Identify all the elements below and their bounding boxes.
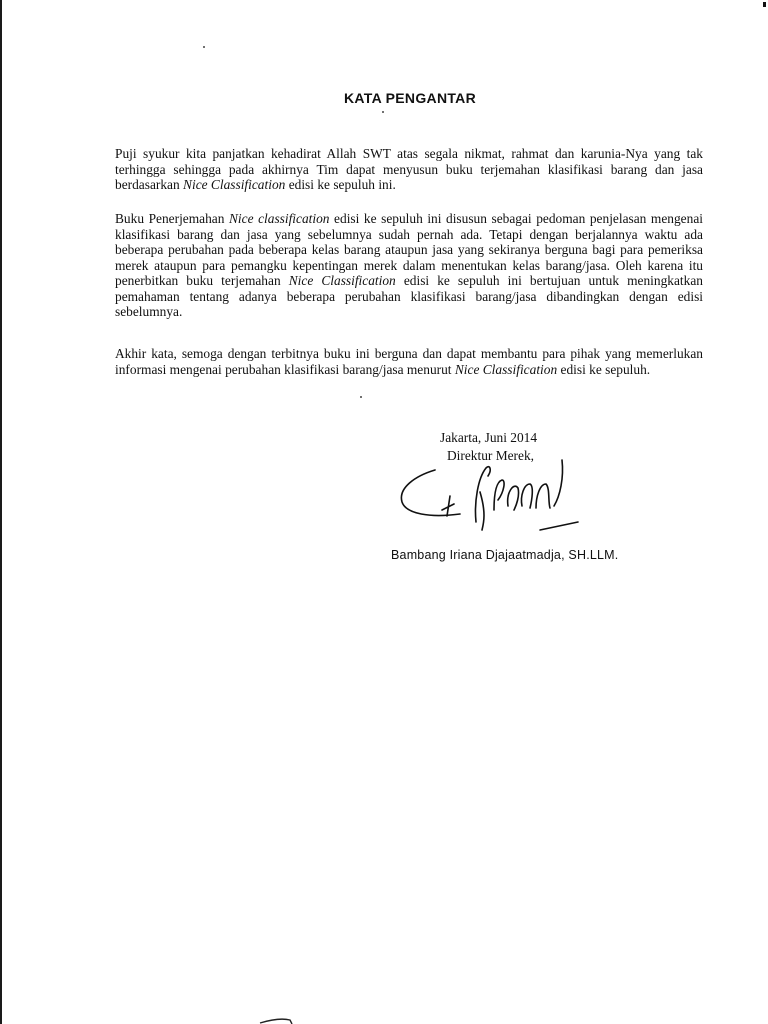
paragraph-text: edisi ke sepuluh ini. <box>285 177 396 192</box>
paragraph-italic: Nice classification <box>228 211 330 226</box>
paragraph-italic: Nice Classification <box>183 177 286 192</box>
paragraph-text: Buku Penerjemahan <box>115 211 229 226</box>
scan-mark <box>763 2 766 7</box>
paragraph-closing <box>115 346 703 377</box>
paragraph-text: Akhir kata, semoga dengan terbitnya buku ini berguna dan dapat membantu para pihak yang memerlukan informasi mengenai perubahan klasifikasi barang/jasa menurut <box>115 346 703 377</box>
paragraph-intro <box>115 146 703 193</box>
scan-speck <box>203 46 205 48</box>
place-date: Jakarta, Juni 2014 <box>440 430 538 445</box>
paragraph-italic: Nice Classification <box>454 361 558 377</box>
signer-name: Bambang Iriana Djajaatmadja, SH.LLM. <box>391 548 619 562</box>
scan-mark-bottom <box>258 1012 298 1024</box>
page-title: KATA PENGANTAR <box>343 90 476 106</box>
scan-edge-line <box>0 0 2 1024</box>
scan-speck <box>360 396 362 398</box>
paragraph-purpose <box>115 211 703 320</box>
paragraph-text: edisi ke sepuluh ini bertujuan untuk meningkatkan pemahaman tentang adanya beberapa perubahan klasifikasi barang/jasa dibandingkan dengan edisi sebelumnya. <box>115 273 703 319</box>
paragraph-text: edisi ke sepuluh ini disusun sebagai pedoman penjelasan mengenai klasifikasi barang dan jasa yang sebelumnya sudah pernah ada. Tetapi dengan berjalannya waktu ada beberapa perubahan pada beberapa kelas barang ataupun jasa yang sekiranya berguna bagi para pemeriksa merek ataupun para pemangku kepentingan merek dalam menentukan kelas barang/jasa. Oleh karena itu penerbitkan buku terjemahan <box>115 211 703 288</box>
handwritten-signature <box>390 452 590 542</box>
paragraph-text: edisi ke sepuluh. <box>557 361 651 377</box>
paragraph-italic: Nice Classification <box>288 273 396 288</box>
paragraph-text: Puji syukur kita panjatkan kehadirat Allah SWT atas segala nikmat, rahmat dan karunia-Nya yang tak terhingga sehingga pada akhirnya Tim dapat menyusun buku terjemahan klasifikasi barang dan jasa berdasarkan <box>115 146 703 192</box>
scan-speck <box>382 111 384 113</box>
signer-position: Direktur Merek, <box>447 448 535 463</box>
